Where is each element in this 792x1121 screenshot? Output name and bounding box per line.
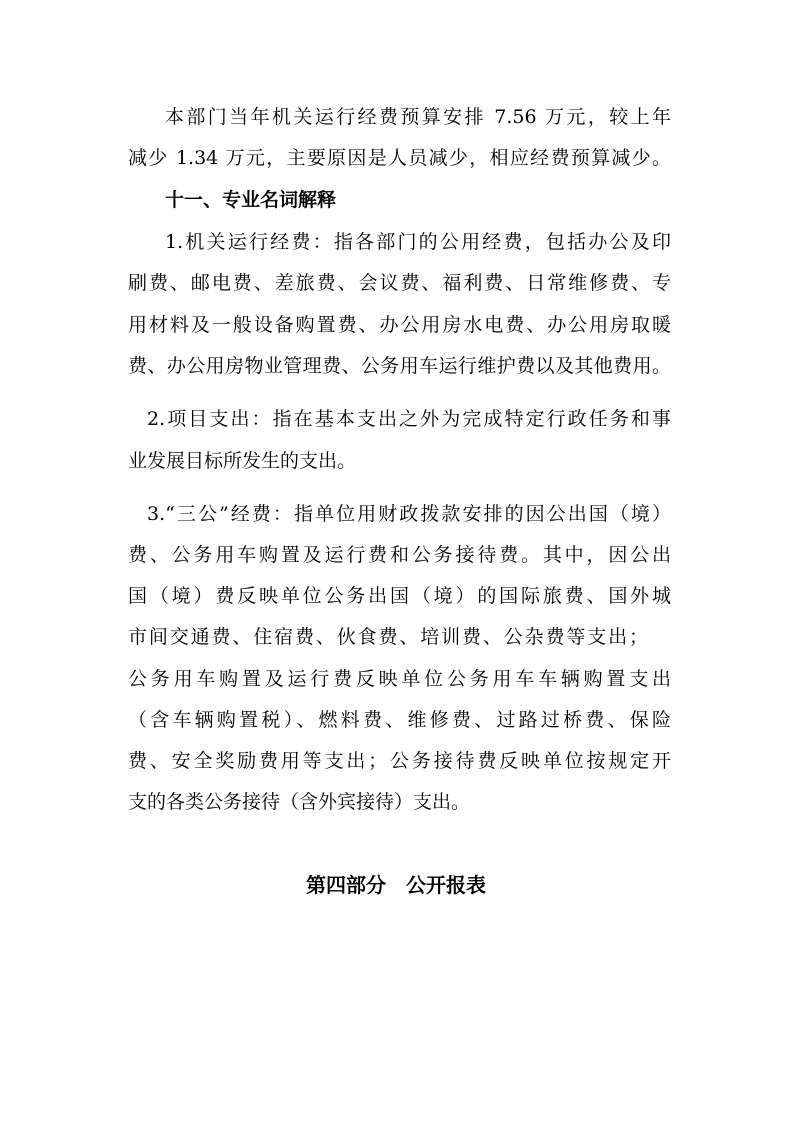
part-title: 第四部分 公开报表 xyxy=(306,873,486,897)
budget-paragraph-line-2: 减少 1.34 万元，主要原因是人员减少，相应经费预算减少。 xyxy=(128,147,671,169)
term3-line-4: 市间交通费、住宿费、伙食费、培训费、公杂费等支出； xyxy=(128,626,648,648)
section-heading: 十一、专业名词解释 xyxy=(165,189,337,211)
term1-line-3: 用材料及一般设备购置费、办公用房水电费、办公用房取暖 xyxy=(128,314,671,336)
term1-line-1: 1.机关运行经费：指各部门的公用经费，包括办公及印 xyxy=(165,231,671,253)
term3-line-3: 国（境）费反映单位公务出国（境）的国际旅费、国外城 xyxy=(128,585,671,607)
term2-line-2: 业发展目标所发生的支出。 xyxy=(128,450,357,472)
term3-line-2: 费、公务用车购置及运行费和公务接待费。其中，因公出 xyxy=(128,544,671,566)
term2-line-1: 2.项目支出：指在基本支出之外为完成特定行政任务和事 xyxy=(147,408,671,430)
budget-paragraph-line-1: 本部门当年机关运行经费预算安排 7.56 万元，较上年 xyxy=(165,106,671,128)
term1-line-4: 费、办公用房物业管理费、公务用车运行维护费以及其他费用。 xyxy=(128,355,671,377)
term3-line-8: 支的各类公务接待（含外宾接待）支出。 xyxy=(128,791,471,813)
term3-line-1: 3.“三公”经费：指单位用财政拨款安排的因公出国（境） xyxy=(147,503,671,525)
term3-line-6: （含车辆购置税）、燃料费、维修费、过路过桥费、保险 xyxy=(128,709,671,731)
term3-line-5: 公务用车购置及运行费反映单位公务用车车辆购置支出 xyxy=(128,668,671,690)
term3-line-7: 费、安全奖励费用等支出；公务接待费反映单位按规定开 xyxy=(128,750,671,772)
term1-line-2: 刷费、邮电费、差旅费、会议费、福利费、日常维修费、专 xyxy=(128,272,671,294)
